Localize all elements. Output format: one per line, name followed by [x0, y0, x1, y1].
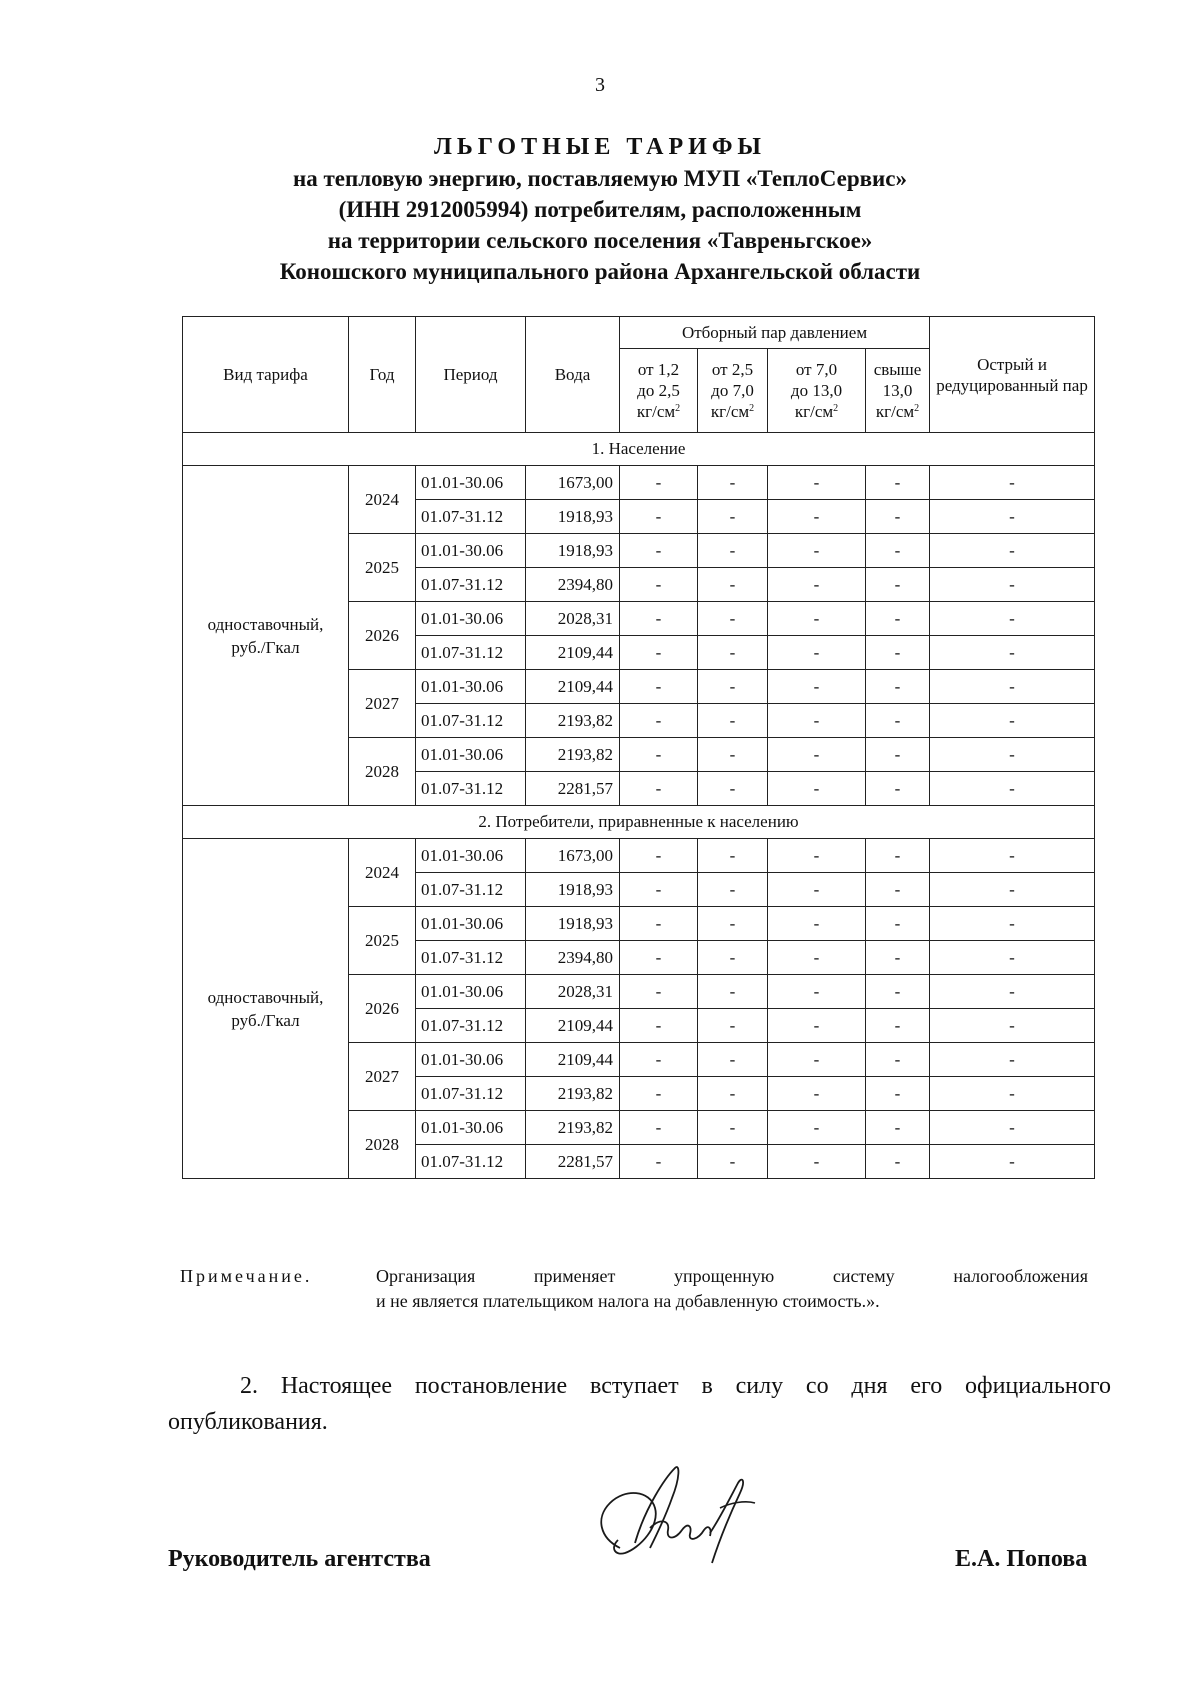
- empty-tariff-cell: -: [930, 466, 1095, 500]
- empty-tariff-cell: -: [768, 1077, 866, 1111]
- empty-tariff-cell: -: [620, 941, 698, 975]
- note-line-1: Организация применяет упрощенную систему налогообложения: [376, 1266, 1088, 1286]
- empty-tariff-cell: -: [768, 602, 866, 636]
- empty-tariff-cell: -: [698, 466, 768, 500]
- empty-tariff-cell: -: [768, 1043, 866, 1077]
- header-period: Период: [416, 317, 526, 433]
- empty-tariff-cell: -: [768, 941, 866, 975]
- empty-tariff-cell: -: [620, 1111, 698, 1145]
- tariff-type: одноставочный, руб./Гкал: [183, 839, 349, 1179]
- title-line-4: Коношского муниципального района Архангельской области: [279, 259, 921, 284]
- empty-tariff-cell: -: [698, 704, 768, 738]
- year-cell: 2024: [349, 839, 416, 907]
- header-ostry: Острый и редуцированный пар: [930, 317, 1095, 433]
- title-main: ЛЬГОТНЫЕ ТАРИФЫ: [434, 134, 766, 160]
- header-pressure-3: от 7,0 до 13,0 $кг/см^2$: [768, 349, 866, 433]
- period-cell: 01.07-31.12: [416, 568, 526, 602]
- empty-tariff-cell: -: [698, 839, 768, 873]
- empty-tariff-cell: -: [620, 975, 698, 1009]
- empty-tariff-cell: -: [620, 534, 698, 568]
- empty-tariff-cell: -: [698, 1043, 768, 1077]
- table-row: [183, 466, 1095, 500]
- section-title: 1. Население: [183, 433, 1095, 466]
- water-tariff-cell: 2109,44: [526, 670, 620, 704]
- year-cell: 2025: [349, 907, 416, 975]
- header-pressure-2: от 2,5 до 7,0 $кг/см^2$: [698, 349, 768, 433]
- empty-tariff-cell: -: [866, 738, 930, 772]
- empty-tariff-cell: -: [866, 1111, 930, 1145]
- empty-tariff-cell: -: [930, 1009, 1095, 1043]
- water-tariff-cell: 1673,00: [526, 839, 620, 873]
- empty-tariff-cell: -: [930, 839, 1095, 873]
- empty-tariff-cell: -: [768, 975, 866, 1009]
- empty-tariff-cell: -: [866, 873, 930, 907]
- empty-tariff-cell: -: [698, 568, 768, 602]
- period-cell: 01.07-31.12: [416, 1009, 526, 1043]
- empty-tariff-cell: -: [930, 1145, 1095, 1179]
- title-line-1: на тепловую энергию, поставляемую МУП «ТеплоСервис»: [292, 166, 908, 191]
- year-cell: 2025: [349, 534, 416, 602]
- empty-tariff-cell: -: [866, 534, 930, 568]
- empty-tariff-cell: -: [620, 602, 698, 636]
- water-tariff-cell: 1673,00: [526, 466, 620, 500]
- empty-tariff-cell: -: [930, 636, 1095, 670]
- empty-tariff-cell: -: [620, 636, 698, 670]
- empty-tariff-cell: -: [768, 772, 866, 806]
- empty-tariff-cell: -: [620, 907, 698, 941]
- period-cell: 01.01-30.06: [416, 534, 526, 568]
- period-cell: 01.07-31.12: [416, 1145, 526, 1179]
- header-vid: Вид тарифа: [183, 317, 349, 433]
- empty-tariff-cell: -: [698, 907, 768, 941]
- empty-tariff-cell: -: [866, 907, 930, 941]
- empty-tariff-cell: -: [620, 738, 698, 772]
- empty-tariff-cell: -: [930, 1043, 1095, 1077]
- year-cell: 2026: [349, 602, 416, 670]
- period-cell: 01.07-31.12: [416, 941, 526, 975]
- empty-tariff-cell: -: [768, 1111, 866, 1145]
- empty-tariff-cell: -: [768, 636, 866, 670]
- water-tariff-cell: 2193,82: [526, 704, 620, 738]
- year-cell: 2027: [349, 1043, 416, 1111]
- water-tariff-cell: 2109,44: [526, 1009, 620, 1043]
- year-cell: 2027: [349, 670, 416, 738]
- empty-tariff-cell: -: [866, 1043, 930, 1077]
- empty-tariff-cell: -: [930, 873, 1095, 907]
- empty-tariff-cell: -: [866, 772, 930, 806]
- empty-tariff-cell: -: [930, 568, 1095, 602]
- period-cell: 01.01-30.06: [416, 1111, 526, 1145]
- period-cell: 01.01-30.06: [416, 738, 526, 772]
- note-label: Примечание.: [180, 1266, 313, 1286]
- empty-tariff-cell: -: [930, 975, 1095, 1009]
- period-cell: 01.07-31.12: [416, 500, 526, 534]
- empty-tariff-cell: -: [698, 772, 768, 806]
- water-tariff-cell: 1918,93: [526, 907, 620, 941]
- period-cell: 01.01-30.06: [416, 1043, 526, 1077]
- empty-tariff-cell: -: [768, 534, 866, 568]
- document-title: [0, 132, 1200, 287]
- table-row: [183, 839, 1095, 873]
- empty-tariff-cell: -: [768, 670, 866, 704]
- empty-tariff-cell: -: [866, 1009, 930, 1043]
- empty-tariff-cell: -: [768, 500, 866, 534]
- empty-tariff-cell: -: [866, 1145, 930, 1179]
- water-tariff-cell: 2109,44: [526, 1043, 620, 1077]
- empty-tariff-cell: -: [768, 1009, 866, 1043]
- empty-tariff-cell: -: [620, 873, 698, 907]
- year-cell: 2024: [349, 466, 416, 534]
- empty-tariff-cell: -: [930, 500, 1095, 534]
- empty-tariff-cell: -: [866, 602, 930, 636]
- header-pressure-1: от 1,2 до 2,5 $кг/см^2$: [620, 349, 698, 433]
- empty-tariff-cell: -: [768, 704, 866, 738]
- empty-tariff-cell: -: [930, 534, 1095, 568]
- handwritten-signature: [580, 1448, 770, 1588]
- empty-tariff-cell: -: [930, 1077, 1095, 1111]
- header-pressure-4: свыше 13,0 $кг/см^2$: [866, 349, 930, 433]
- section-row: [183, 806, 1095, 839]
- empty-tariff-cell: -: [698, 670, 768, 704]
- period-cell: 01.01-30.06: [416, 670, 526, 704]
- header-otborny: Отборный пар давлением: [620, 317, 930, 349]
- table-header: [183, 317, 1095, 433]
- empty-tariff-cell: -: [620, 1145, 698, 1179]
- water-tariff-cell: 2394,80: [526, 941, 620, 975]
- clause-paragraph: [168, 1368, 1111, 1440]
- empty-tariff-cell: -: [768, 873, 866, 907]
- empty-tariff-cell: -: [930, 602, 1095, 636]
- empty-tariff-cell: -: [698, 975, 768, 1009]
- signer-position: Руководитель агентства: [168, 1546, 431, 1572]
- signer-name: Е.А. Попова: [955, 1546, 1088, 1572]
- empty-tariff-cell: -: [698, 941, 768, 975]
- year-cell: 2028: [349, 738, 416, 806]
- empty-tariff-cell: -: [866, 1077, 930, 1111]
- empty-tariff-cell: -: [768, 466, 866, 500]
- empty-tariff-cell: -: [620, 1043, 698, 1077]
- header-god: Год: [349, 317, 416, 433]
- water-tariff-cell: 1918,93: [526, 873, 620, 907]
- water-tariff-cell: 2193,82: [526, 1111, 620, 1145]
- empty-tariff-cell: -: [620, 466, 698, 500]
- empty-tariff-cell: -: [620, 1077, 698, 1111]
- empty-tariff-cell: -: [620, 568, 698, 602]
- period-cell: 01.07-31.12: [416, 1077, 526, 1111]
- empty-tariff-cell: -: [866, 568, 930, 602]
- empty-tariff-cell: -: [930, 772, 1095, 806]
- tariff-table: [182, 316, 1095, 1179]
- period-cell: 01.07-31.12: [416, 704, 526, 738]
- water-tariff-cell: 1918,93: [526, 500, 620, 534]
- empty-tariff-cell: -: [620, 839, 698, 873]
- water-tariff-cell: 1918,93: [526, 534, 620, 568]
- empty-tariff-cell: -: [620, 1009, 698, 1043]
- empty-tariff-cell: -: [930, 941, 1095, 975]
- water-tariff-cell: 2193,82: [526, 1077, 620, 1111]
- empty-tariff-cell: -: [698, 602, 768, 636]
- title-line-2: (ИНН 2912005994) потребителям, расположенным: [338, 197, 862, 222]
- empty-tariff-cell: -: [866, 704, 930, 738]
- empty-tariff-cell: -: [930, 670, 1095, 704]
- period-cell: 01.01-30.06: [416, 466, 526, 500]
- empty-tariff-cell: -: [698, 738, 768, 772]
- empty-tariff-cell: -: [698, 1077, 768, 1111]
- empty-tariff-cell: -: [930, 1111, 1095, 1145]
- header-voda: Вода: [526, 317, 620, 433]
- tariff-type: одноставочный, руб./Гкал: [183, 466, 349, 806]
- empty-tariff-cell: -: [866, 941, 930, 975]
- section-row: [183, 433, 1095, 466]
- period-cell: 01.07-31.12: [416, 873, 526, 907]
- empty-tariff-cell: -: [698, 636, 768, 670]
- empty-tariff-cell: -: [930, 704, 1095, 738]
- empty-tariff-cell: -: [866, 500, 930, 534]
- empty-tariff-cell: -: [768, 907, 866, 941]
- empty-tariff-cell: -: [866, 975, 930, 1009]
- year-cell: 2026: [349, 975, 416, 1043]
- section-title: 2. Потребители, приравненные к населению: [183, 806, 1095, 839]
- empty-tariff-cell: -: [866, 839, 930, 873]
- period-cell: 01.01-30.06: [416, 907, 526, 941]
- empty-tariff-cell: -: [768, 839, 866, 873]
- water-tariff-cell: 2109,44: [526, 636, 620, 670]
- water-tariff-cell: 2193,82: [526, 738, 620, 772]
- empty-tariff-cell: -: [698, 1145, 768, 1179]
- empty-tariff-cell: -: [620, 500, 698, 534]
- clause-text: 2. Настоящее постановление вступает в силу со дня его официального опубликования.: [168, 1373, 1111, 1435]
- empty-tariff-cell: -: [930, 738, 1095, 772]
- water-tariff-cell: 2281,57: [526, 772, 620, 806]
- period-cell: 01.01-30.06: [416, 975, 526, 1009]
- period-cell: 01.07-31.12: [416, 636, 526, 670]
- empty-tariff-cell: -: [930, 907, 1095, 941]
- empty-tariff-cell: -: [698, 873, 768, 907]
- water-tariff-cell: 2028,31: [526, 975, 620, 1009]
- water-tariff-cell: 2281,57: [526, 1145, 620, 1179]
- empty-tariff-cell: -: [698, 1111, 768, 1145]
- empty-tariff-cell: -: [620, 772, 698, 806]
- empty-tariff-cell: -: [866, 636, 930, 670]
- page-number: 3: [595, 74, 605, 96]
- table-body: [183, 433, 1095, 1179]
- year-cell: 2028: [349, 1111, 416, 1179]
- water-tariff-cell: 2394,80: [526, 568, 620, 602]
- water-tariff-cell: 2028,31: [526, 602, 620, 636]
- empty-tariff-cell: -: [768, 738, 866, 772]
- period-cell: 01.01-30.06: [416, 602, 526, 636]
- empty-tariff-cell: -: [768, 1145, 866, 1179]
- empty-tariff-cell: -: [620, 670, 698, 704]
- period-cell: 01.01-30.06: [416, 839, 526, 873]
- empty-tariff-cell: -: [698, 534, 768, 568]
- empty-tariff-cell: -: [698, 1009, 768, 1043]
- empty-tariff-cell: -: [620, 704, 698, 738]
- title-line-3: на территории сельского поселения «Тавреньгское»: [327, 228, 873, 253]
- empty-tariff-cell: -: [698, 500, 768, 534]
- note-line-2: и не является плательщиком налога на добавленную стоимость.».: [376, 1291, 880, 1311]
- empty-tariff-cell: -: [866, 670, 930, 704]
- period-cell: 01.07-31.12: [416, 772, 526, 806]
- empty-tariff-cell: -: [866, 466, 930, 500]
- empty-tariff-cell: -: [768, 568, 866, 602]
